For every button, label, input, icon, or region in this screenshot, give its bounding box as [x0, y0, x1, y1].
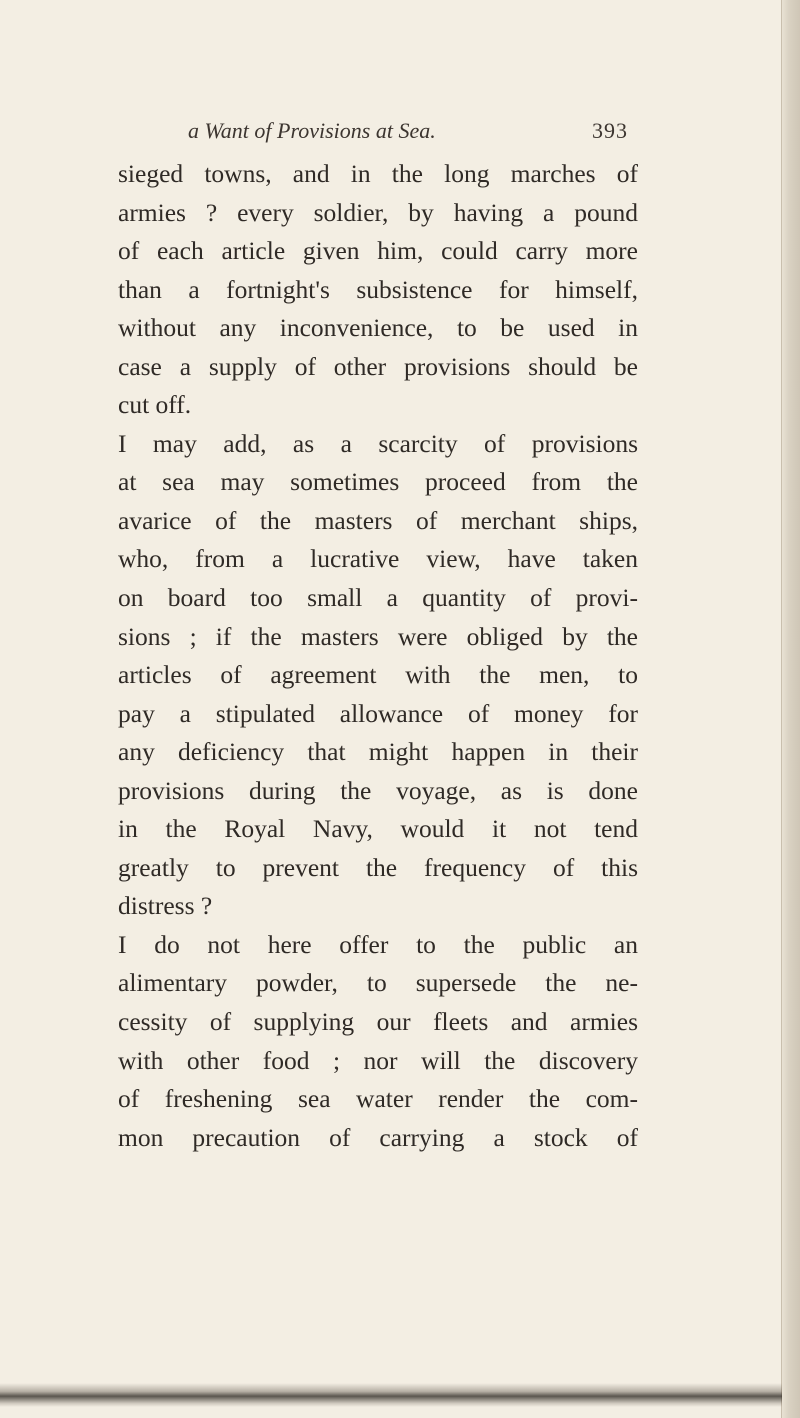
text-line: on board too small a quantity of provi- [118, 583, 638, 613]
text-line: avarice of the masters of merchant ships, [118, 505, 638, 535]
text-line: articles of agreement with the men, to [118, 660, 638, 690]
text-line: of each article given him, could carry more [118, 236, 638, 266]
text-line: of freshening sea water render the com- [118, 1084, 638, 1114]
text-line: without any inconvenience, to be used in [118, 313, 638, 343]
text-line: sions ; if the masters were obliged by the [118, 621, 638, 651]
page-edge [781, 0, 800, 1418]
text-line: any deficiency that might happen in their [118, 737, 638, 767]
text-line: pay a stipulated allowance of money for [118, 698, 638, 728]
page-number: 393 [592, 118, 628, 143]
text-line: who, from a lucrative view, have taken [118, 544, 638, 574]
text-line: sieged towns, and in the long marches of [118, 159, 638, 188]
text-line: mon precaution of carrying a stock of [118, 1122, 638, 1152]
text-line: case a supply of other provisions should be [118, 351, 638, 381]
text-line: in the Royal Navy, would it not tend [118, 814, 638, 844]
text-line: provisions during the voyage, as is done [118, 775, 638, 805]
running-title: a Want of Provisions at Sea. [188, 118, 436, 143]
text-line: distress ? [118, 891, 213, 921]
text-line: I may add, as a scarcity of provisions [118, 428, 638, 458]
text-line: than a fortnight's subsistence for himself, [118, 274, 638, 304]
text-line: at sea may sometimes proceed from the [118, 467, 638, 497]
text-line: cut off. [118, 390, 192, 420]
page-bottom-shadow [0, 1383, 782, 1407]
text-line: cessity of supplying our fleets and armies [118, 1007, 638, 1037]
text-line: alimentary powder, to supersede the ne- [118, 968, 638, 998]
text-line: I do not here offer to the public an [118, 929, 638, 959]
text-line: armies ? every soldier, by having a pound [118, 197, 638, 227]
text-line: greatly to prevent the frequency of this [118, 852, 638, 882]
body-text [118, 155, 638, 1157]
text-line: with other food ; nor will the discovery [118, 1045, 638, 1075]
running-header [188, 116, 628, 146]
